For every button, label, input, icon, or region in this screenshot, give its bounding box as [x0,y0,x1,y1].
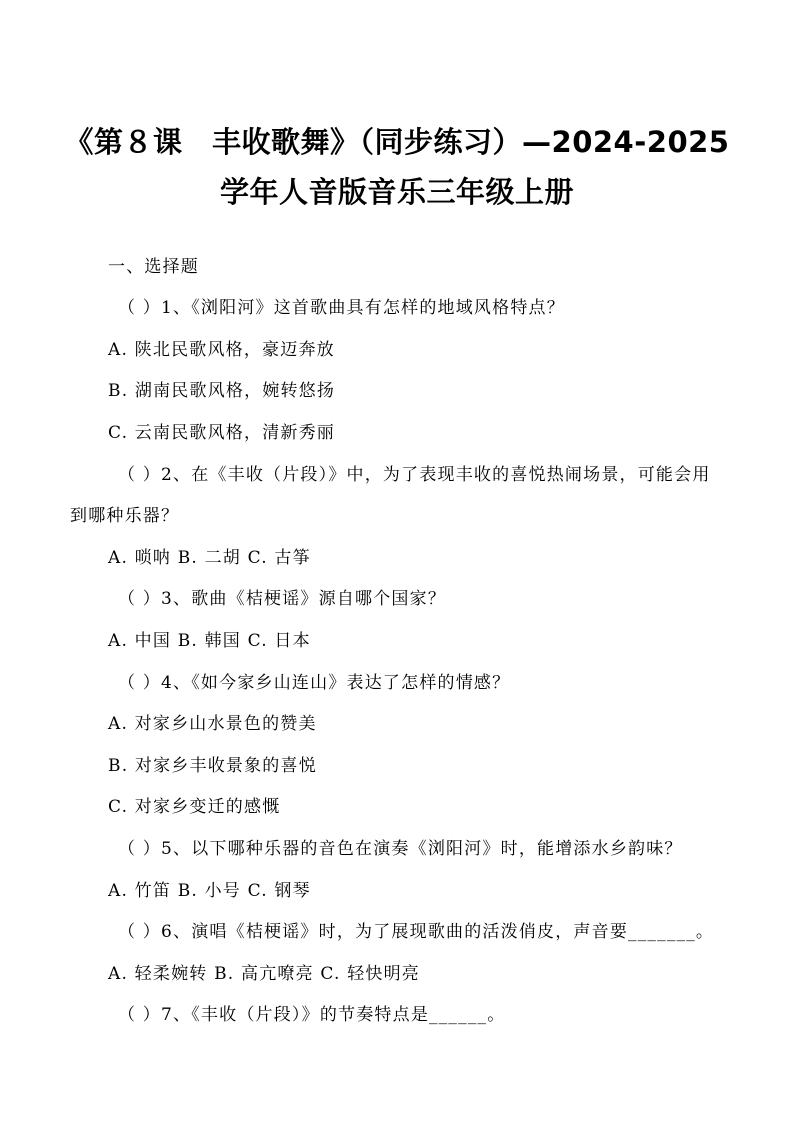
question-7-stem: （ ）7、《丰收（片段）》的节奏特点是______。 [118,1005,506,1025]
question-4-option-b: B. 对家乡丰收景象的喜悦 [108,756,317,776]
document-title-line-2: 学年人音版音乐三年级上册 [219,175,574,209]
question-6-options: A. 轻柔婉转 B. 高亢嘹亮 C. 轻快明亮 [108,964,421,984]
document-title-line-1: 《第８课 丰收歌舞》（同步练习）—2024-2025 [64,125,730,159]
question-3-stem: （ ）3、歌曲《桔梗谣》源自哪个国家？ [118,589,447,609]
question-1-option-a: A. 陕北民歌风格，豪迈奔放 [108,340,335,360]
question-4-stem: （ ）4、《如今家乡山连山》表达了怎样的情感？ [118,673,511,693]
question-5-stem: （ ）5、以下哪种乐器的音色在演奏《浏阳河》时，能增添水乡韵味？ [118,839,683,859]
question-1-stem: （ ）1、《浏阳河》这首歌曲具有怎样的地域风格特点？ [118,298,565,318]
question-2-stem: （ ）2、在《丰收（片段）》中，为了表现丰收的喜悦热闹场景，可能会用 [118,465,711,485]
question-5-options: A. 竹笛 B. 小号 C. 钢琴 [108,881,311,901]
question-4-option-a: A. 对家乡山水景色的赞美 [108,714,317,734]
section-heading: 一、选择题 [108,257,199,277]
question-6-stem: （ ）6、演唱《桔梗谣》时，为了展现歌曲的活泼俏皮，声音要_______。 [118,922,715,942]
question-3-options: A. 中国 B. 韩国 C. 日本 [108,631,311,651]
question-1-option-c: C. 云南民歌风格，清新秀丽 [108,423,336,443]
question-2-stem-continued: 到哪种乐器？ [70,506,180,526]
question-1-option-b: B. 湖南民歌风格，婉转悠扬 [108,381,336,401]
question-2-options: A. 唢呐 B. 二胡 C. 古筝 [108,548,311,568]
question-4-option-c: C. 对家乡变迁的感慨 [108,797,281,817]
